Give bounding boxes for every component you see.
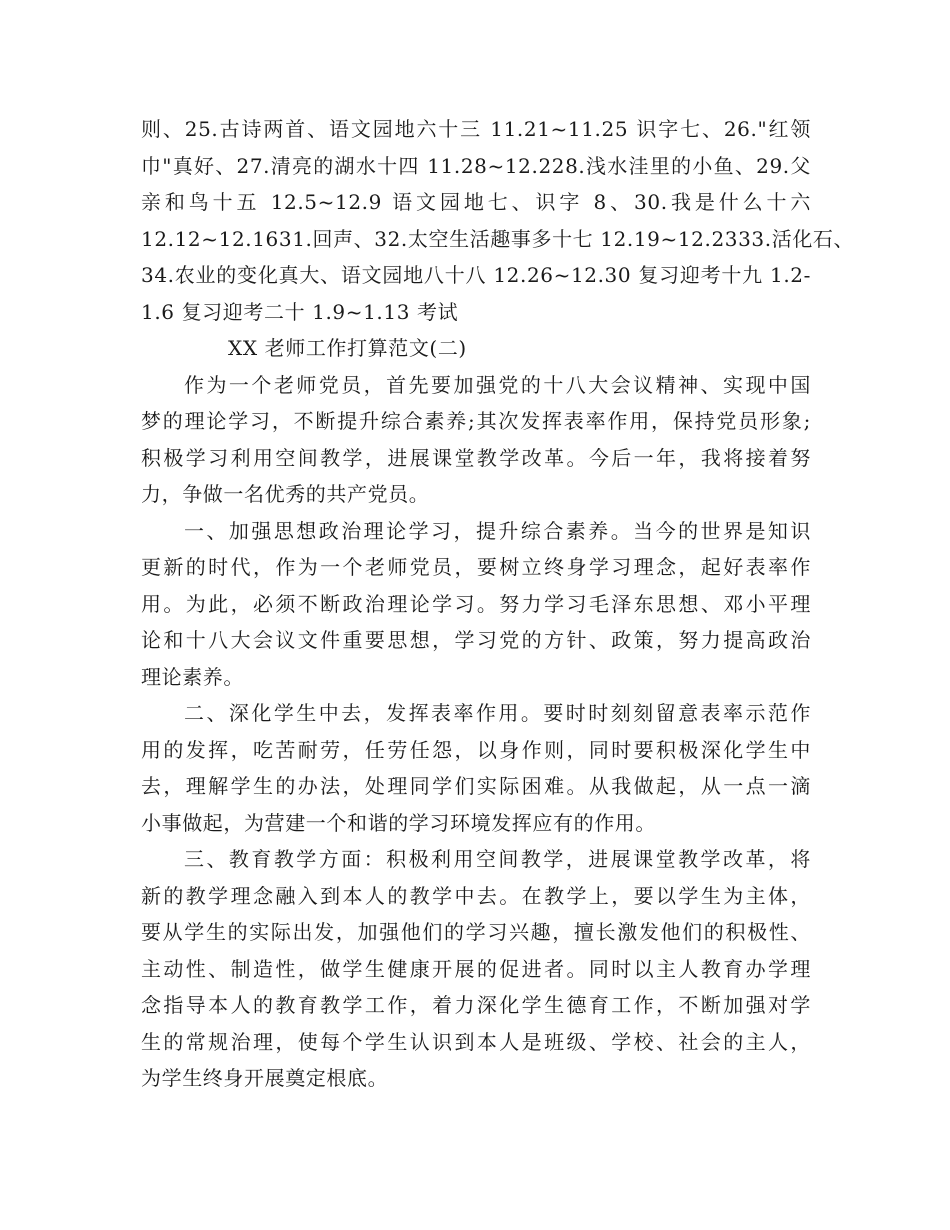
paragraph-intro-line-1: 作为一个老师党员，首先要加强党的十八大会议精神、实现中国 bbox=[184, 372, 811, 397]
paragraph-intro-line-4: 力，争做一名优秀的共产党员。 bbox=[141, 482, 430, 506]
paragraph-three-line-1: 三、教育教学方面：积极利用空间教学，进展课堂教学改革，将 bbox=[184, 847, 811, 871]
schedule-line-2: 巾"真好、27.清亮的湖水十四 11.28~12.228.浅水洼里的小鱼、29.父 bbox=[141, 153, 811, 178]
paragraph-one-line-4: 论和十八大会议文件重要思想，学习党的方针、政策，努力提高政治 bbox=[141, 628, 811, 652]
paragraph-three-line-7: 为学生终身开展奠定根底。 bbox=[141, 1066, 389, 1090]
paragraph-one-line-3: 用。为此，必须不断政治理论学习。努力学习毛泽东思想、邓小平理 bbox=[141, 591, 811, 616]
document-body bbox=[141, 111, 855, 1097]
paragraph-one-line-2: 更新的时代，作为一个老师党员，要树立终身学习理念，起好表率作 bbox=[141, 555, 811, 579]
paragraph-three-line-6: 生的常规治理，使每个学生认识到本人是班级、学校、社会的主人， bbox=[141, 1029, 811, 1054]
paragraph-one-line-5: 理论素养。 bbox=[141, 664, 244, 689]
paragraph-two-line-1: 二、深化学生中去，发挥表率作用。要时时刻刻留意表率示范作 bbox=[184, 701, 811, 725]
paragraph-two-line-4: 小事做起，为营建一个和谐的学习环境发挥应有的作用。 bbox=[141, 810, 656, 835]
paragraph-three-line-4: 主动性、制造性，做学生健康开展的促进者。同时以主人教育办学理 bbox=[141, 956, 811, 981]
paragraph-three-line-5: 念指导本人的教育教学工作，着力深化学生德育工作，不断加强对学 bbox=[141, 993, 811, 1017]
section-title: XX 老师工作打算范文(二) bbox=[228, 336, 467, 360]
paragraph-two-line-2: 用的发挥，吃苦耐劳，任劳任怨，以身作则，同时要积极深化学生中 bbox=[141, 737, 811, 762]
schedule-line-6: 1.6 复习迎考二十 1.9~1.13 考试 bbox=[141, 299, 459, 324]
paragraph-intro-line-3: 积极学习利用空间教学，进展课堂教学改革。今后一年，我将接着努 bbox=[141, 445, 811, 470]
schedule-line-5: 34.农业的变化真大、语文园地八十八 12.26~12.30 复习迎考十九 1.2- bbox=[141, 263, 811, 287]
schedule-line-3: 亲和鸟十五 12.5~12.9 语文园地七、识字 8、30.我是什么十六 bbox=[141, 190, 811, 214]
paragraph-one-line-1: 一、加强思想政治理论学习，提升综合素养。当今的世界是知识 bbox=[184, 518, 811, 543]
schedule-line-1: 则、25.古诗两首、语文园地六十三 11.21~11.25 识字七、26."红领 bbox=[141, 117, 811, 141]
schedule-line-4: 12.12~12.1631.回声、32.太空生活趣事多十七 12.19~12.2333.活化石、 bbox=[141, 226, 855, 251]
paragraph-three-line-2: 新的教学理念融入到本人的教学中去。在教学上，要以学生为主体， bbox=[141, 883, 811, 908]
paragraph-three-line-3: 要从学生的实际出发，加强他们的学习兴趣，擅长激发他们的积极性、 bbox=[141, 920, 811, 944]
paragraph-intro-line-2: 梦的理论学习，不断提升综合素养;其次发挥表率作用，保持党员形象; bbox=[141, 409, 811, 433]
paragraph-two-line-3: 去，理解学生的办法，处理同学们实际困难。从我做起，从一点一滴 bbox=[141, 774, 811, 798]
